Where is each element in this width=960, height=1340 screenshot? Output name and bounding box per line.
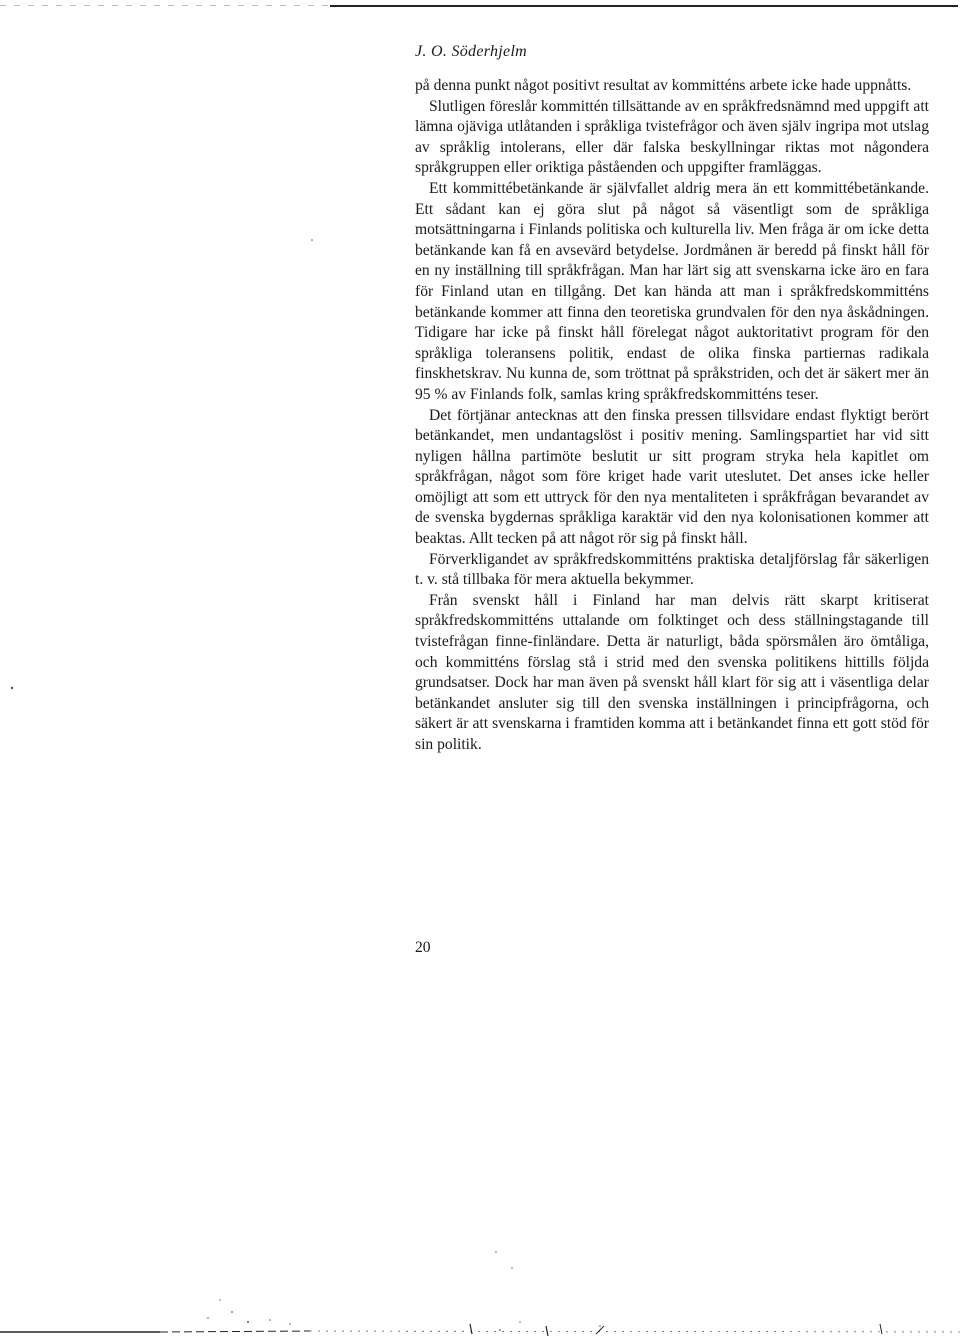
page-number: 20 — [415, 939, 431, 956]
paragraph-6: Från svenskt håll i Finland har man delvis rätt skarpt kritiserat språkfredskommitténs uttalande om folktinget och dess ställningstagande till tvistefrågan finne-finländare. Detta är naturligt, båda spörsmålen äro ömtåliga, och kommitténs förslag stå i strid med den svenska politikens hittills följda grundsatser. Dock har man även på svenskt håll klart för sig att i väsentliga delar betänkandet ansluter sig till den svenska inställningen i principfrågorna, och säkert är att svenskarna i framtiden komma att i betänkandet finna ett gott stöd för sin politik. — [415, 591, 929, 753]
running-head-author: J. O. Söderhjelm — [415, 43, 528, 60]
top-edge-rule-faint — [0, 5, 330, 6]
paragraph-2: Slutligen föreslår kommittén tillsättande av en språkfredsnämnd med uppgift att lämna ojäviga utlåtanden i språkliga tvistefrågor och även själv ingripa mot utslag av språklig intolerans, eller där falska beskyllningar riktas mot någondera språkgruppen eller oriktiga påståenden och uppgifter framläggas. — [415, 97, 929, 177]
paragraph-1: på denna punkt något positivt resultat av kommitténs arbete icke hade uppnåtts. — [415, 77, 912, 94]
body-paragraphs — [415, 76, 929, 756]
paragraph-5: Förverkligandet av språkfredskommitténs praktiska detaljförslag får säkerligen t. v. stå tillbaka för mera aktuella bekymmer. — [415, 550, 929, 589]
page-text-block — [415, 42, 929, 756]
top-edge-rule — [330, 5, 958, 7]
paragraph-3: Ett kommittébetänkande är självfallet aldrig mera än ett kommittébetänkande. Ett sådant kan ej göra slut på något så väsentligt som de språkliga motsättningarna i Finlands politiska och kulturella liv. Men fråga är om icke detta betänkande kan få en avsevärd betydelse. Jordmånen är beredd på finskt håll för en ny inställning till språkfrågan. Man har lärt sig att svenskarna icke äro en fara för Finland utan en tillgång. Det kan hända att man i språkfredskommitténs betänkande kommer att finna den teoretiska grundvalen för den nya åskådningen. Tidigare har icke på finskt håll förelegat något auktoritativt program för den språkliga toleransens politik, endast de olika finska partiernas radikala finskhetskrav. Nu kunna de, som tröttnat på språkstriden, och det är säkert mer än 95 % av Finlands folk, samlas kring språkfredskommitténs teser. — [415, 179, 929, 403]
paragraph-4: Det förtjänar antecknas att den finska pressen tillsvidare endast flyktigt berört betänkandet, men undantagslöst i positiv mening. Samlingspartiet har vid sitt nyligen hållna partimöte beslutit ur sitt program stryka hela kapitlet om språkfrågan, något som före kriget hade varit uteslutet. Det anses icke heller omöjligt att som ett uttryck för den nya mentaliteten i språkfrågan bevarandet av de svenska bygdernas språkliga karaktär vid den nya kolonisationen kommer att beaktas. Allt tecken på att något rör sig på finskt håll. — [415, 406, 929, 548]
